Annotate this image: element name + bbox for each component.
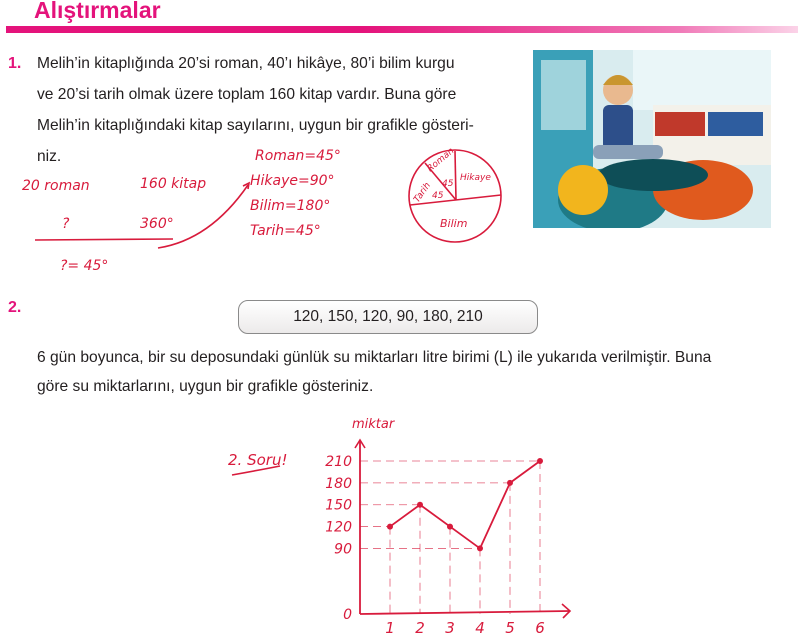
hw-angle: Bilim=180° [250, 198, 331, 214]
hw-result: ?= 45° [60, 258, 109, 274]
data-point [447, 524, 453, 530]
x-axis [360, 611, 570, 614]
data-point [507, 480, 513, 486]
y-axis-label: miktar [352, 417, 395, 432]
y-tick-label: 180 [325, 475, 352, 492]
hw-angle: Roman=45° [255, 148, 341, 164]
y-tick-label: 150 [325, 497, 352, 514]
q1-line: Melih’in kitaplığında 20’si roman, 40’ı hikâye, 80’i bilim kurgu [37, 55, 455, 72]
x-tick-label: 1 [385, 619, 395, 637]
y-tick-label: 120 [325, 519, 352, 536]
hw-angle: Tarih=45° [250, 223, 321, 239]
x-tick-label: 5 [505, 619, 515, 637]
data-point [417, 502, 423, 508]
data-point [537, 458, 543, 464]
data-point [387, 524, 393, 530]
data-values-box: 120, 150, 120, 90, 180, 210 [238, 300, 538, 334]
pie-label: Bilim [440, 217, 468, 230]
pie-label: Roman [425, 146, 457, 175]
question-1-number: 1. [8, 55, 22, 72]
q1-line: Melih’in kitaplığındaki kitap sayılarını, uygun bir grafikle gösteri- [37, 117, 474, 134]
y-tick-label: 210 [325, 454, 352, 470]
hw-20-roman: 20 roman [22, 178, 90, 194]
x-tick-label: 3 [445, 619, 455, 637]
hw-angle: Hikaye=90° [250, 173, 335, 189]
y-tick-label: 0 [343, 607, 352, 623]
hw-160-kitap: 160 kitap [140, 176, 207, 192]
x-tick-label: 2 [415, 619, 425, 637]
page-title: Alıştırmalar [34, 0, 161, 23]
pie-label: 45 [442, 179, 454, 189]
pie-label: Tarih [412, 180, 434, 205]
q1-line: niz. [37, 148, 62, 165]
pie-label: 45 [432, 191, 444, 201]
question-2-number: 2. [8, 299, 22, 316]
q2-line: göre su miktarlarını, uygun bir grafikle gösteriniz. [37, 378, 374, 395]
hw-note: 2. Soru! [228, 451, 288, 469]
hw-360: 360° [140, 216, 174, 232]
y-tick-label: 90 [334, 541, 352, 558]
x-tick-label: 4 [475, 619, 485, 637]
q2-line: 6 gün boyunca, bir su deposundaki günlük su miktarları litre birimi (L) ile yukarıda verilmiştir. Buna [37, 349, 712, 366]
q1-line: ve 20’si tarih olmak üzere toplam 160 kitap vardır. Buna göre [37, 86, 457, 103]
pie-label: Hikaye [460, 173, 491, 183]
hw-question: ? [62, 216, 70, 232]
x-tick-label: 6 [535, 619, 545, 637]
data-point [477, 545, 483, 551]
